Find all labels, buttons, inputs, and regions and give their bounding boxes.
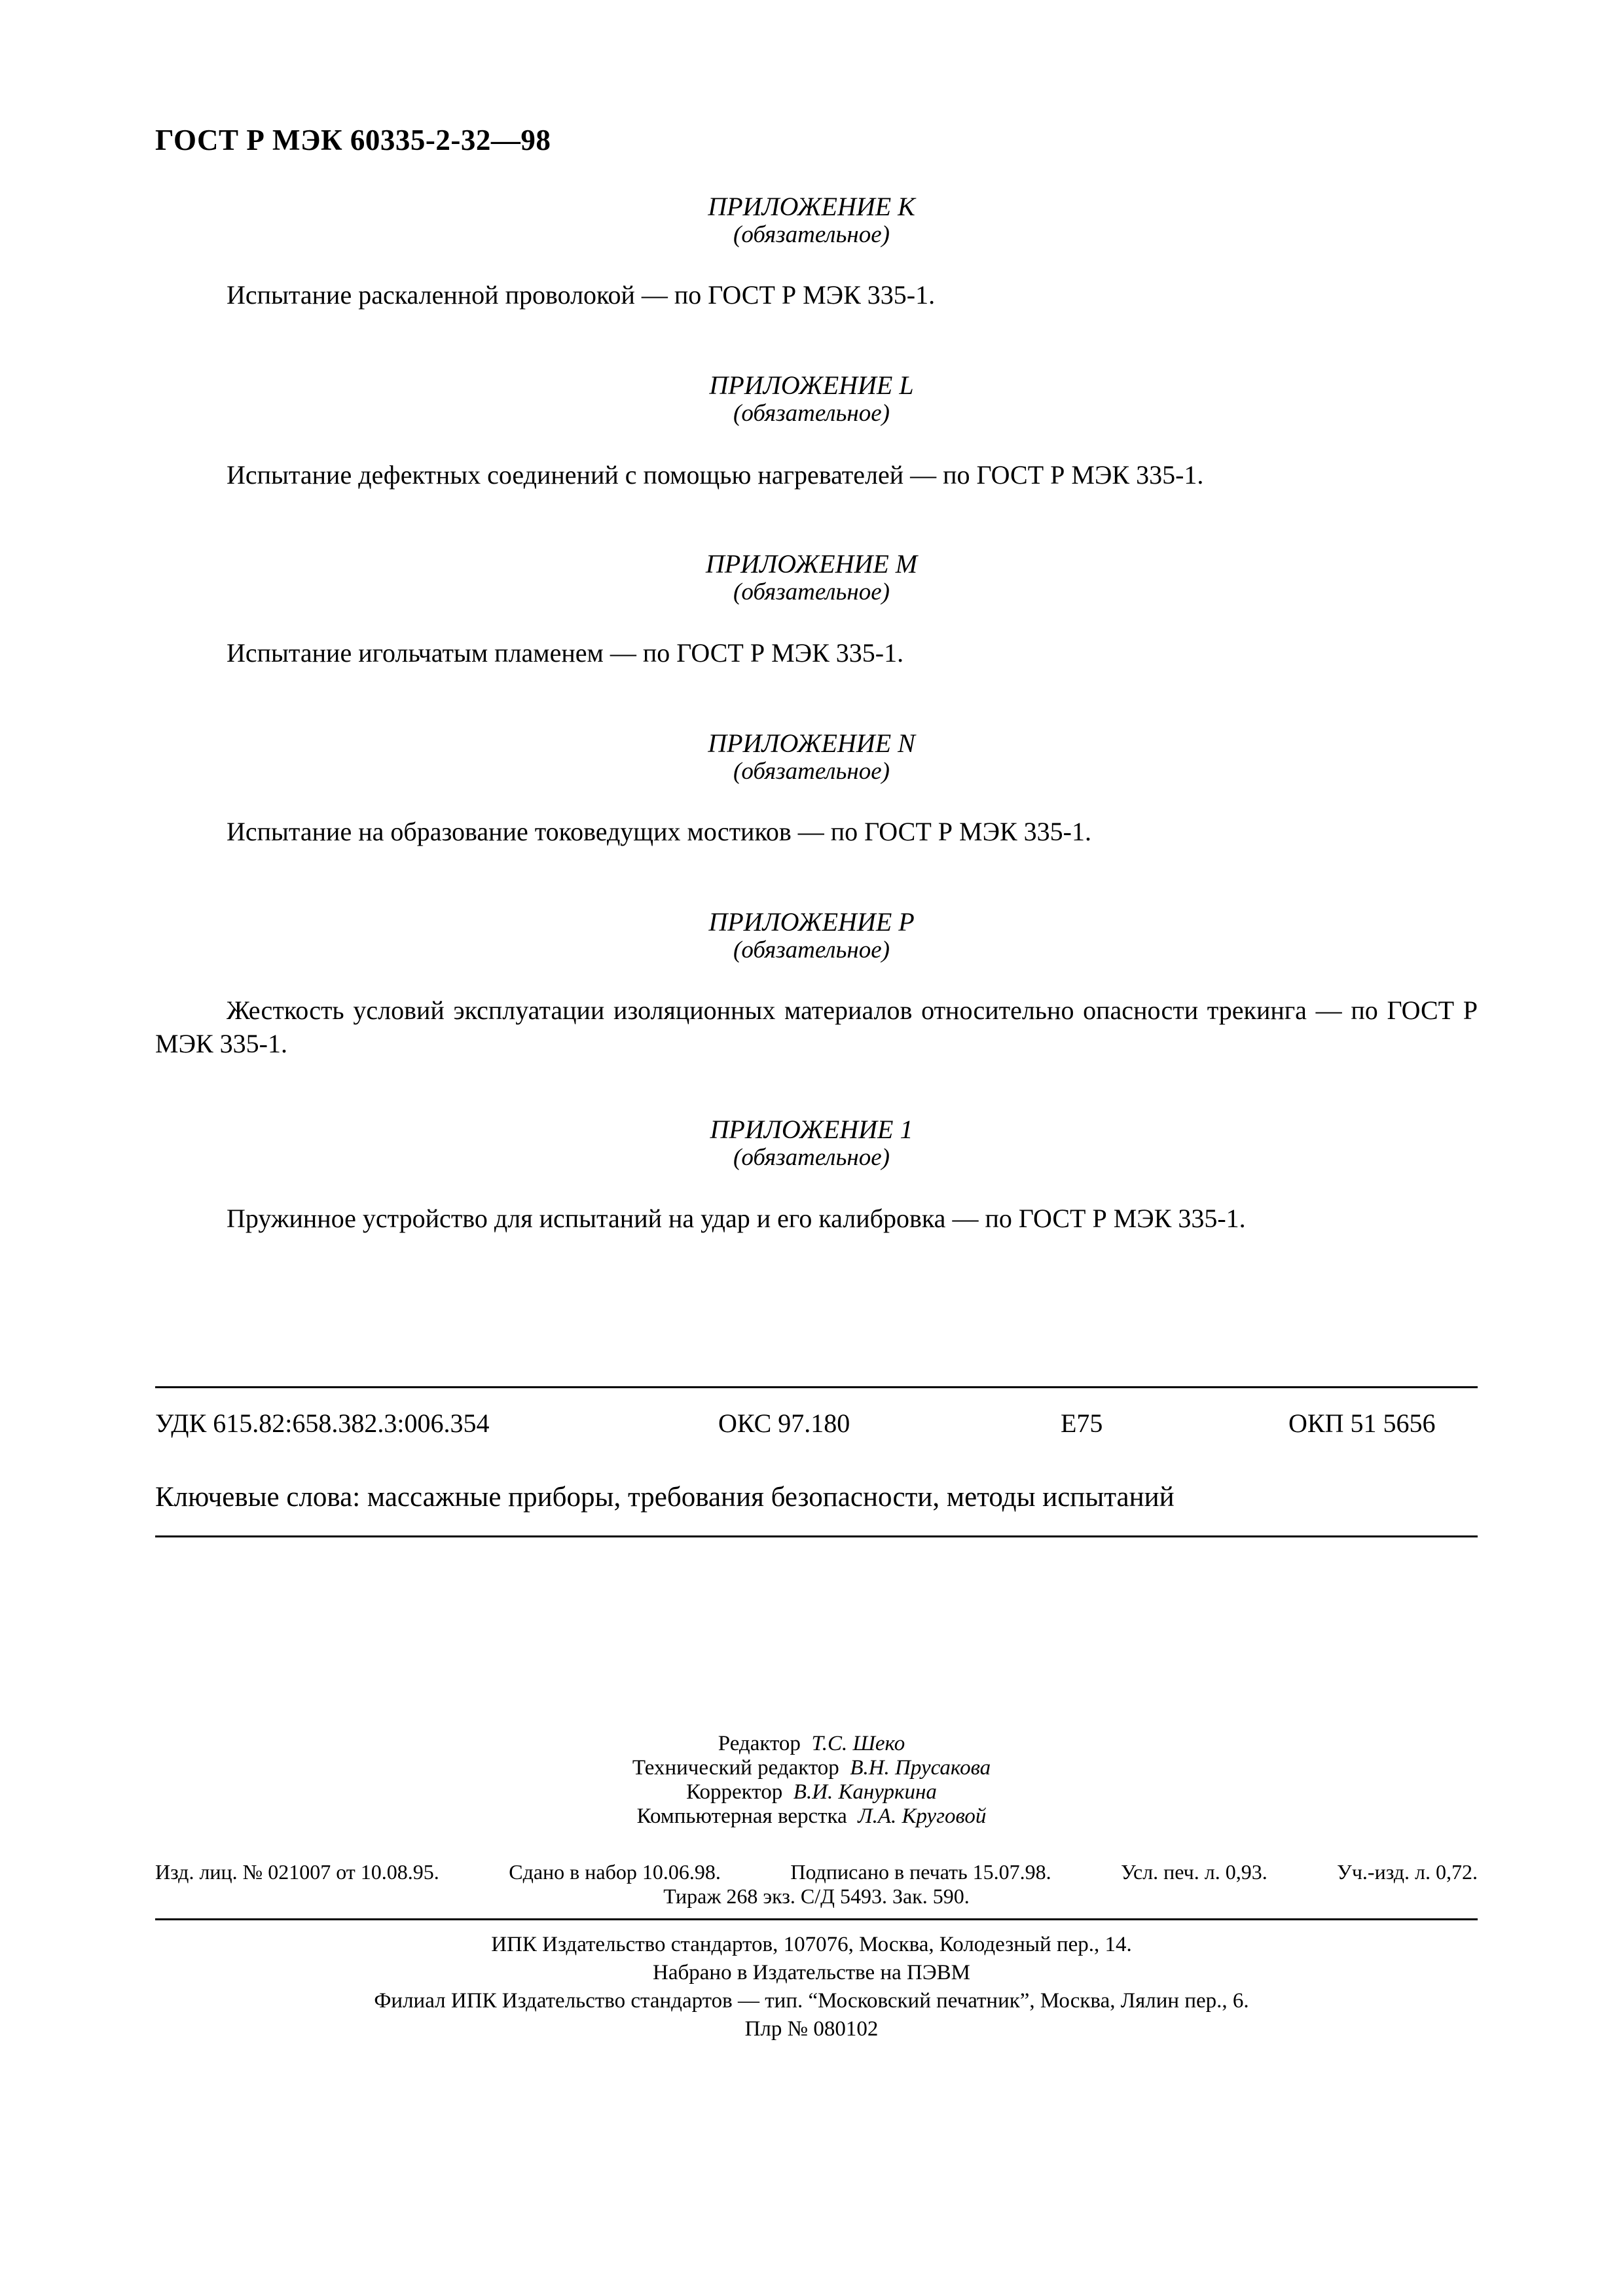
appendix-p-status: (обязательное): [733, 937, 890, 963]
classification-bottom-rule: [155, 1535, 1478, 1537]
appendix-p-title: ПРИЛОЖЕНИЕ Р: [708, 907, 915, 937]
credit-role: Корректор: [686, 1780, 783, 1804]
publication-info: [155, 1860, 1478, 1909]
appendix-m-title: ПРИЛОЖЕНИЕ М: [705, 549, 918, 579]
credit-name: В.Н. Прусакова: [850, 1756, 991, 1780]
printer-line: Набрано в Издательстве на ПЭВМ: [653, 1961, 970, 1984]
publisher-sheets: Уч.-изд. л. 0,72.: [1337, 1860, 1478, 1884]
appendix-p-text: Жесткость условий эксплуатации изоляционных материалов относительно опасности трекинга — по ГОСТ Р МЭК 335-1.: [155, 996, 1478, 1058]
credit-name: В.И. Кануркина: [793, 1780, 937, 1804]
standard-code-header: ГОСТ Р МЭК 60335-2-32—98: [155, 124, 551, 156]
appendix-m-status: (обязательное): [733, 579, 890, 605]
group-code: Е75: [1061, 1408, 1103, 1438]
appendix-n-text: Испытание на образование токоведущих мостиков — по ГОСТ Р МЭК 335-1.: [227, 817, 1091, 846]
appendix-n-status: (обязательное): [733, 758, 890, 785]
appendix-k-text: Испытание раскаленной проволокой — по ГОСТ Р МЭК 335-1.: [227, 280, 936, 310]
credit-role: Технический редактор: [632, 1756, 839, 1780]
credit-role: Компьютерная верстка: [636, 1804, 847, 1828]
appendix-l-title: ПРИЛОЖЕНИЕ L: [709, 370, 914, 400]
credit-name: Т.С. Шеко: [811, 1732, 905, 1755]
credit-layout: [0, 1804, 1623, 1829]
udk-code: УДК 615.82:658.382.3:006.354: [155, 1408, 490, 1438]
appendix-k-title: ПРИЛОЖЕНИЕ К: [708, 192, 915, 221]
credit-tech-editor: [0, 1756, 1623, 1780]
appendix-l-text: Испытание дефектных соединений с помощью нагревателей — по ГОСТ Р МЭК 335-1.: [227, 460, 1204, 490]
classification-top-rule: [155, 1386, 1478, 1388]
credit-name: Л.А. Круговой: [858, 1804, 987, 1828]
print-sheets: Усл. печ. л. 0,93.: [1121, 1860, 1267, 1884]
printer-line: ИПК Издательство стандартов, 107076, Москва, Колодезный пер., 14.: [491, 1933, 1132, 1956]
okp-code: ОКП 51 5656: [1288, 1408, 1436, 1438]
credit-role: Редактор: [718, 1732, 801, 1755]
printer-line: Плр № 080102: [744, 2017, 879, 2041]
submitted-date: Сдано в набор 10.06.98.: [509, 1860, 721, 1884]
appendix-1-title: ПРИЛОЖЕНИЕ 1: [710, 1115, 913, 1144]
print-run: Тираж 268 экз. С/Д 5493. Зак. 590.: [663, 1884, 970, 1908]
printer-line: Филиал ИПК Издательство стандартов — тип. “Московский печатник”, Москва, Лялин пер., 6.: [374, 1989, 1249, 2013]
credit-editor: [0, 1732, 1623, 1756]
publication-row: [155, 1860, 1478, 1884]
appendix-l-status: (обязательное): [733, 400, 890, 427]
appendix-1-status: (обязательное): [733, 1144, 890, 1171]
credit-proofreader: [0, 1780, 1623, 1804]
oks-code: ОКС 97.180: [718, 1408, 850, 1438]
signed-date: Подписано в печать 15.07.98.: [790, 1860, 1051, 1884]
printer-top-rule: [155, 1918, 1478, 1920]
appendix-k-status: (обязательное): [733, 221, 890, 248]
appendix-n-title: ПРИЛОЖЕНИЕ N: [708, 728, 915, 758]
credits-block: [0, 1732, 1623, 1829]
printer-info: [0, 1931, 1623, 2043]
appendix-m-text: Испытание игольчатым пламенем — по ГОСТ Р МЭК 335-1.: [227, 638, 904, 668]
appendix-1-text: Пружинное устройство для испытаний на удар и его калибровка — по ГОСТ Р МЭК 335-1.: [227, 1204, 1246, 1233]
keywords-line: Ключевые слова: массажные приборы, требования безопасности, методы испытаний: [155, 1482, 1175, 1513]
license-number: Изд. лиц. № 021007 от 10.08.95.: [155, 1860, 439, 1884]
